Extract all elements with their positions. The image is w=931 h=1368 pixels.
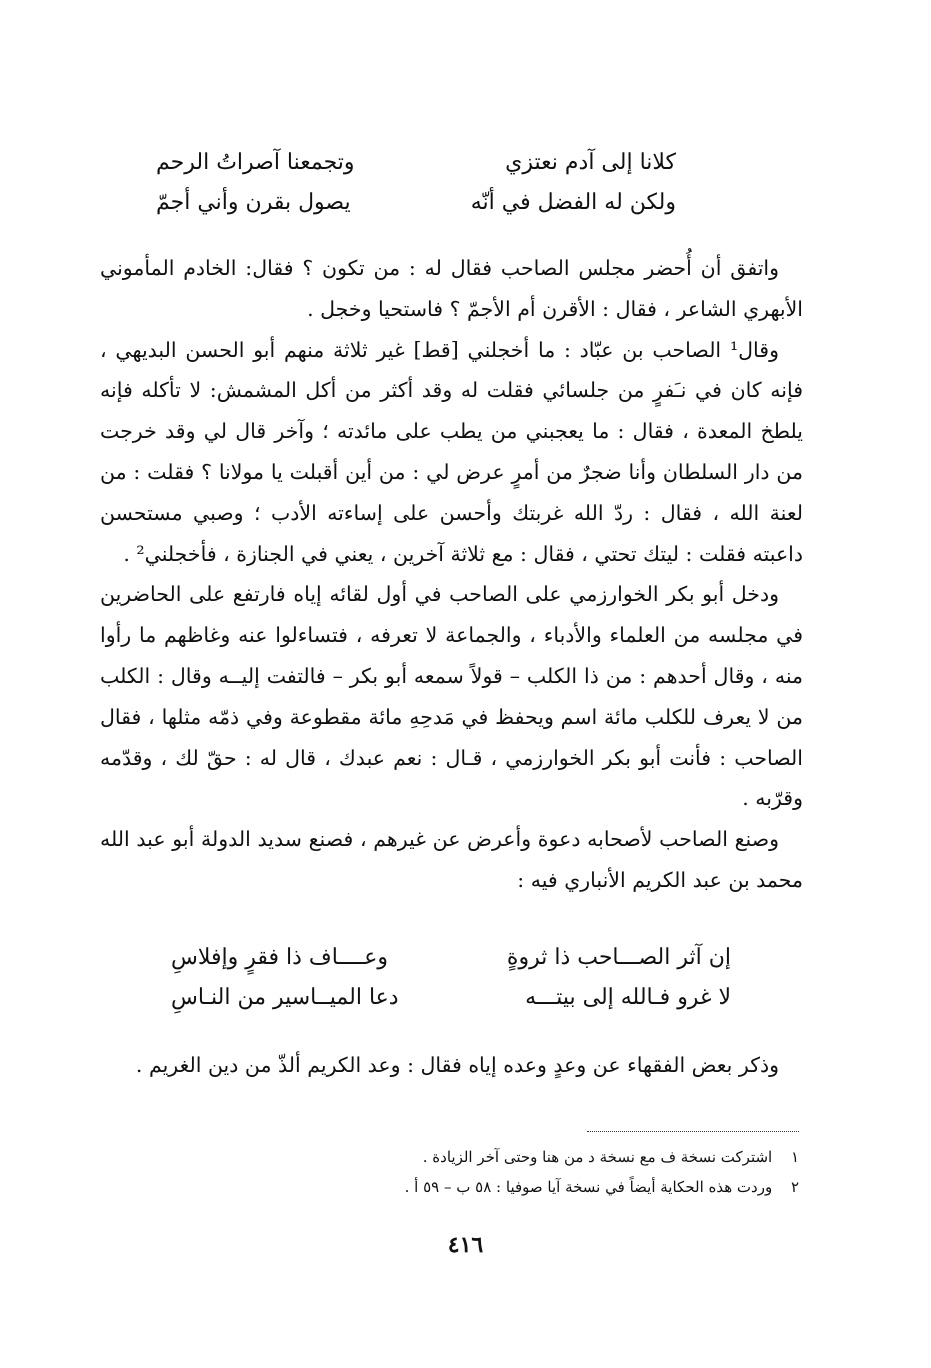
paragraph-khwarazmi-anecdote: ودخل أبو بكر الخوارزمي على الصاحب في أول لقائه إياه فارتفع على الحاضرين في مجلسه من العلماء والأدباء ، والجماعة لا تعرفه ، فتساءلوا عنه وغاظهم ما رأوا منه ، وقال أحدهم : من ذا الكلب – قولاً سمعه أبو بكر – فالتفت إليــه وقال : الكلب من لا يعرف للكلب مائة اسم ويحفظ في مَدحِهِ مائة مقطوعة وفي ذمّه مثلها ، فقال الصاحب : فأنت أبو بكر الخوارزمي ، قـال : نعم عبدك ، قال له : حقّ لك ، وقدّمه وقرّبه . [100,582,803,811]
paragraph-promise-saying: وذكر بعض الفقهاء عن وعدٍ وعده إياه فقال : وعد الكريم ألذّ من دين الغريم . [135,1053,779,1077]
verse-hemistich-second: دعا الميــاسير من النـاسِ [171,985,399,1010]
prose-section-2 [100,1045,803,1086]
footnote-number: ٢ [790,1178,799,1196]
verse-line [156,143,676,183]
footnotes [239,1142,799,1202]
footnote-divider [587,1131,799,1132]
footnote-number: ١ [790,1148,799,1166]
verse-hemistich-first: ولكن له الفضل في أنّه [470,190,676,215]
verse-line [171,978,731,1018]
verse-line [156,183,676,223]
footnote-text: وردت هذه الحكاية أيضاً في نسخة آيا صوفيا : ٥٨ ب – ٥٩ أ . [404,1178,773,1196]
footnote-item [239,1172,799,1202]
paragraph-sahib-embarrassed: وقال¹ الصاحب بن عبّاد : ما أخجلني [قط] غير ثلاثة منهم أبو الحسن البديهي ، فإنه كان في نـَفرٍ من جلسائي فقلت له وقد أكثر من أكل المشمش: لا تأكله فإنه يلطخ المعدة ، فقال : ما يعجبني من يطب على مائدته ؛ وآخر قال لي وقد خرجت من دار السلطان وأنا ضجرٌ من أمرٍ عرض لي : من أين أقبلت يا مولانا ؟ فقلت : من لعنة الله ، فقال : ردّ الله غربتك وأحسن على إساءته الأدب ؛ وصبي مستحسن داعبته فقلت : ليتك تحتي ، فقال : مع ثلاثة آخرين ، يعني في الجنازة ، فأخجلني² . [100,337,803,566]
prose-section-1 [100,248,803,901]
paragraph-mamuni-anecdote: واتفق أن أُحضر مجلس الصاحب فقال له : من تكون ؟ فقال: الخادم المأموني الأبهري الشاعر ، فقال : الأقرن أم الأجمّ ؟ فاستحيا وخجل . [100,256,803,321]
poem-verse-block-2 [171,938,731,1018]
page-number: ٤١٦ [447,1232,484,1258]
verse-hemistich-first: لا غرو فـالله إلى بيتـــه [525,985,731,1010]
verse-hemistich-first: إن آثر الصـــاحب ذا ثروةٍ [506,945,731,970]
verse-hemistich-second: وتجمعنا آصراتُ الرحم [156,150,355,175]
poem-verse-block-1 [156,143,676,223]
footnote-text: اشتركت نسخة ف مع نسخة د من هنا وحتى آخر الزيادة . [422,1148,773,1166]
verse-hemistich-second: وعــــاف ذا فقرٍ وإفلاسِ [171,945,388,970]
verse-hemistich-second: يصول بقرن وأني أجمّ [156,190,351,215]
verse-line [171,938,731,978]
footnote-item [239,1142,799,1172]
verse-hemistich-first: كلانا إلى آدم نعتزي [505,150,676,175]
paragraph-banquet-intro: وصنع الصاحب لأصحابه دعوة وأعرض عن غيرهم ، فصنع سديد الدولة أبو عبد الله محمد بن عبد الكريم الأنباري فيه : [100,827,803,892]
